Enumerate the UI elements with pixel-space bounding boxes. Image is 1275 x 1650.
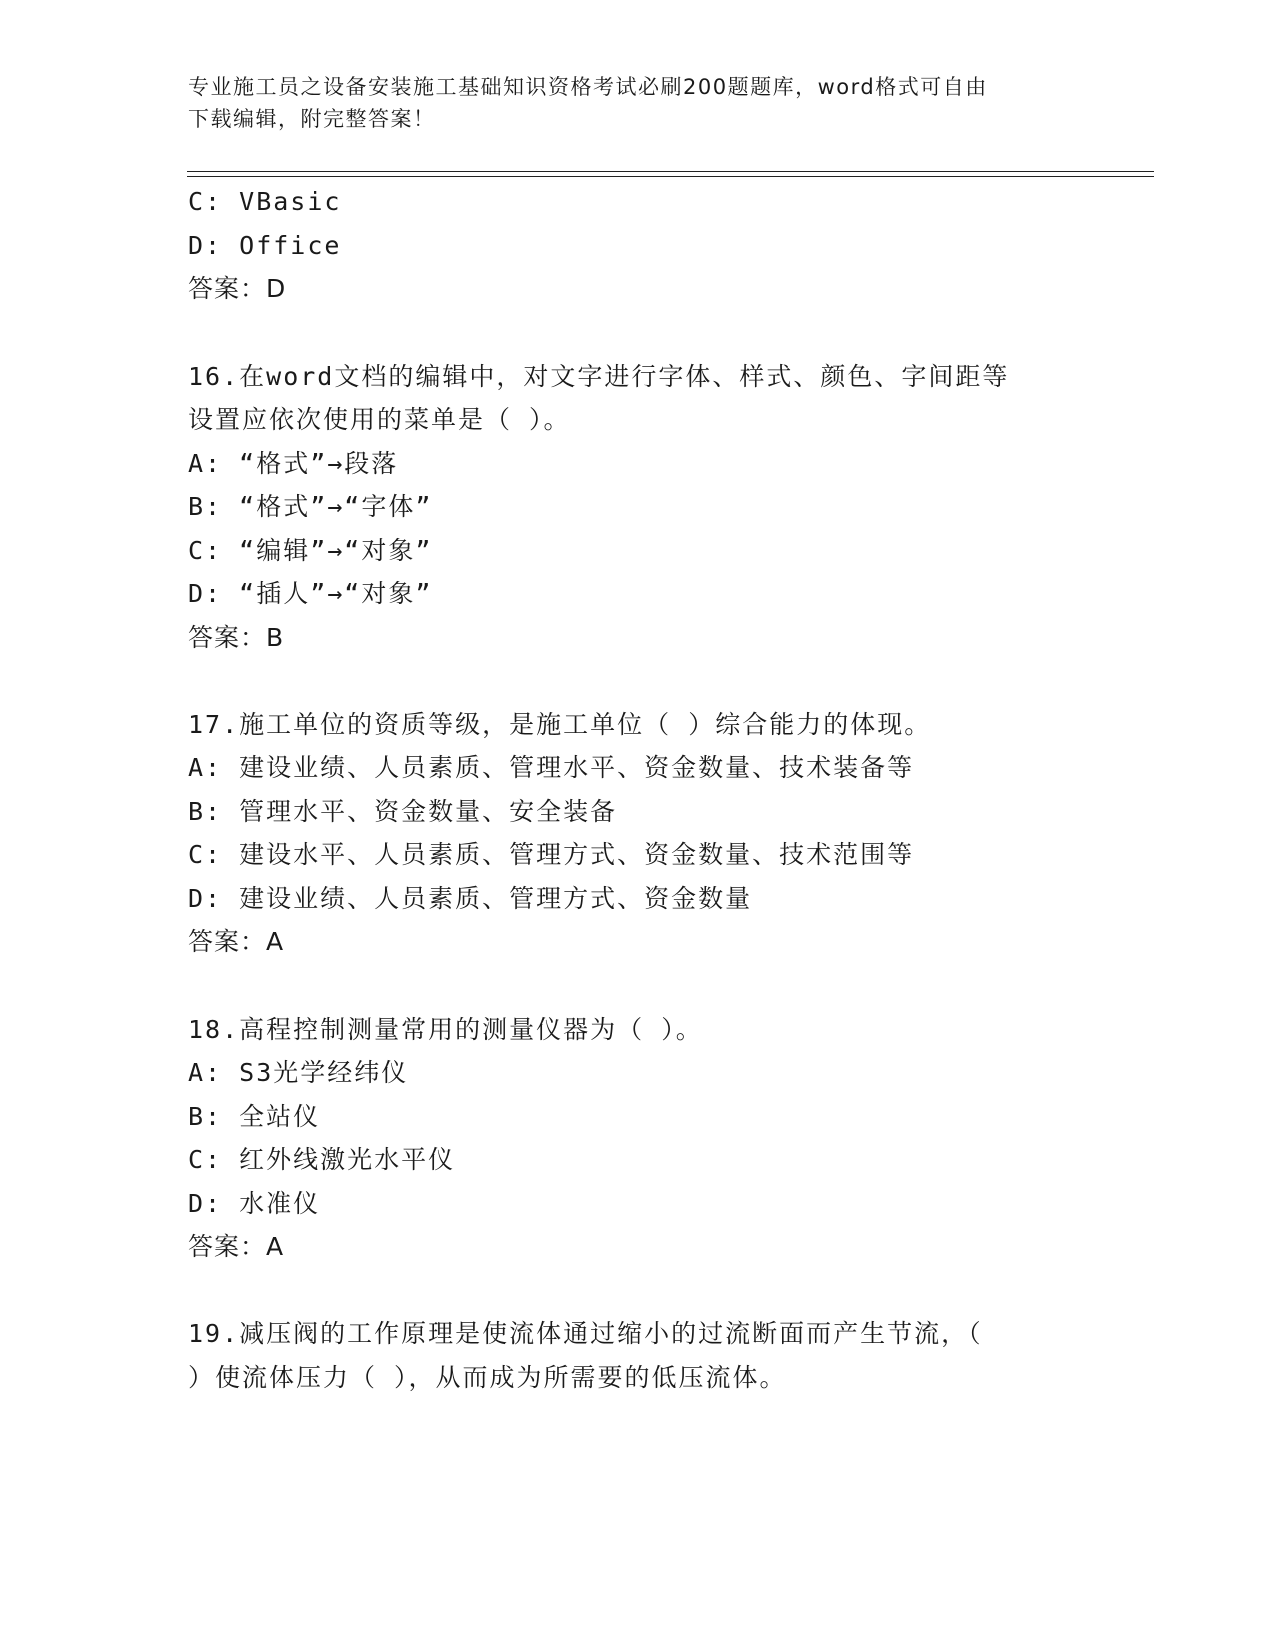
header-divider-bottom: [187, 176, 1154, 177]
question-stem: 17.施工单位的资质等级，是施工单位（ ）综合能力的体现。: [188, 710, 932, 739]
answer: 答案：B: [188, 623, 285, 652]
question-stem-line-1: 19.减压阀的工作原理是使流体通过缩小的过流断面而产生节流，（: [188, 1319, 983, 1348]
option-b: B: 全站仪: [188, 1102, 321, 1131]
option-c: C: VBasic: [188, 187, 342, 216]
answer: 答案：A: [188, 927, 285, 956]
question-stem-line-2: 设置应依次使用的菜单是（ ）。: [188, 405, 571, 434]
answer: 答案：A: [188, 1232, 285, 1261]
option-b: B: 管理水平、资金数量、安全装备: [188, 797, 618, 826]
header-title-line-2: 下载编辑，附完整答案！: [188, 107, 436, 131]
header-title-line-1: 专业施工员之设备安装施工基础知识资格考试必刷200题题库，word格式可自由: [188, 75, 988, 99]
option-d: D: Office: [188, 231, 342, 260]
option-a: A: “格式”→段落: [188, 449, 399, 478]
option-d: D: 建设业绩、人员素质、管理方式、资金数量: [188, 884, 753, 913]
question-stem: 18.高程控制测量常用的测量仪器为（ ）。: [188, 1015, 703, 1044]
option-b: B: “格式”→“字体”: [188, 492, 433, 521]
question-stem-line-1: 16.在word文档的编辑中，对文字进行字体、样式、颜色、字间距等: [188, 362, 1010, 391]
option-c: C: “编辑”→“对象”: [188, 536, 433, 565]
option-c: C: 红外线激光水平仪: [188, 1145, 456, 1174]
option-a: A: S3光学经纬仪: [188, 1058, 409, 1087]
option-d: D: 水准仪: [188, 1189, 321, 1218]
answer: 答案：D: [188, 274, 287, 303]
option-d: D: “插人”→“对象”: [188, 579, 433, 608]
option-c: C: 建设水平、人员素质、管理方式、资金数量、技术范围等: [188, 840, 915, 869]
question-stem-line-2: ）使流体压力（ ），从而成为所需要的低压流体。: [188, 1363, 787, 1392]
option-a: A: 建设业绩、人员素质、管理水平、资金数量、技术装备等: [188, 753, 915, 782]
header-divider-top: [187, 171, 1154, 172]
